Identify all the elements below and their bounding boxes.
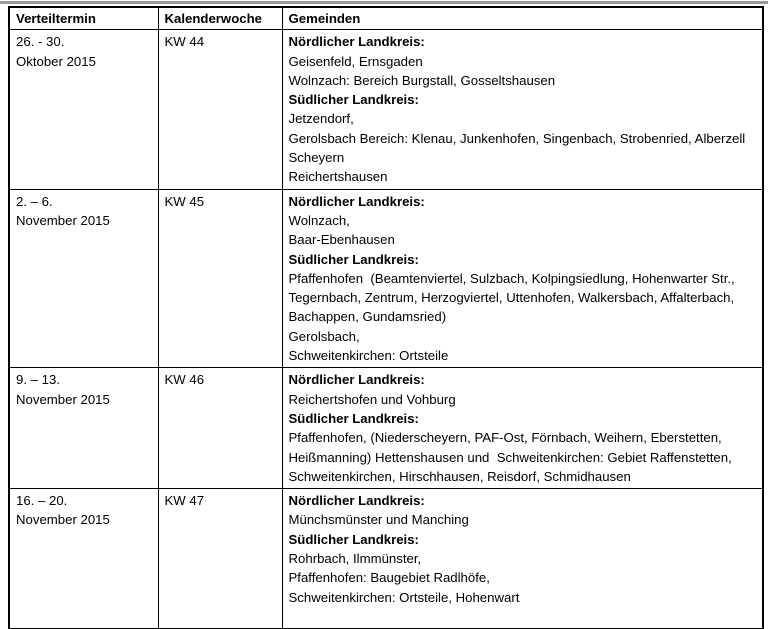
gemeinde-line: Pfaffenhofen, (Niederscheyern, PAF-Ost, Förnbach, Weihern, Eberstetten, bbox=[288, 430, 722, 446]
gemeinde-line: Nördlicher Landkreis: bbox=[288, 193, 425, 209]
col-header-kalenderwoche: Kalenderwoche bbox=[158, 7, 282, 30]
gemeinden-cell bbox=[282, 368, 763, 489]
gemeinde-line: Nördlicher Landkreis: bbox=[288, 372, 425, 388]
gemeinde-line: Wolnzach, bbox=[288, 212, 350, 228]
gemeinde-line: Schweitenkirchen: Ortsteile bbox=[288, 348, 449, 364]
gemeinde-line: Wolnzach: Bereich Burgstall, Gosseltshausen bbox=[288, 72, 556, 88]
kw-label: KW 46 bbox=[164, 372, 205, 388]
verteiltermin-cell bbox=[9, 189, 158, 368]
gemeinde-line: Südlicher Landkreis: bbox=[288, 410, 419, 426]
col-header-gemeinden: Gemeinden bbox=[282, 7, 763, 30]
gemeinde-line: Gerolsbach Bereich: Klenau, Junkenhofen, Singenbach, Strobenried, Alberzell bbox=[288, 130, 746, 146]
kw-label: KW 44 bbox=[164, 34, 205, 50]
verteiltermin-cell bbox=[9, 489, 158, 629]
gemeinde-line: Scheyern bbox=[288, 150, 345, 166]
gemeinde-line: Gerolsbach, bbox=[288, 328, 360, 344]
gemeinde-line: Heißmanning) Hettenshausen und Schweitenkirchen: Gebiet Raffenstetten, bbox=[288, 449, 732, 465]
gemeinde-line: Schweitenkirchen, Hirschhausen, Reisdorf, Schmidhausen bbox=[288, 468, 631, 484]
verteiltermin-cell bbox=[9, 368, 158, 489]
gemeinde-line: Pfaffenhofen (Beamtenviertel, Sulzbach, Kolpingsiedlung, Hohenwarter Str., bbox=[288, 270, 735, 286]
termin-line: Oktober 2015 bbox=[16, 53, 96, 69]
gemeinde-line: Bachappen, Gundamsried) bbox=[288, 309, 447, 325]
kw-label: KW 47 bbox=[164, 493, 205, 509]
kw-label: KW 45 bbox=[164, 193, 205, 209]
gemeinde-line: Schweitenkirchen: Ortsteile, Hohenwart bbox=[288, 589, 520, 605]
distribution-schedule-table bbox=[8, 6, 764, 629]
top-edge-divider bbox=[0, 1, 768, 4]
gemeinde-line: Münchsmünster und Manching bbox=[288, 512, 469, 528]
table-row-3 bbox=[9, 368, 763, 489]
gemeinde-line: Tegernbach, Zentrum, Herzogviertel, Uttenhofen, Walkersbach, Affalterbach, bbox=[288, 290, 735, 306]
gemeinde-line: Reichertshofen und Vohburg bbox=[288, 391, 456, 407]
kalenderwoche-cell bbox=[158, 489, 282, 629]
termin-line: November 2015 bbox=[16, 212, 110, 228]
termin-line: November 2015 bbox=[16, 391, 110, 407]
gemeinde-line: Reichertshausen bbox=[288, 169, 388, 185]
gemeinden-cell bbox=[282, 30, 763, 189]
gemeinde-line: Pfaffenhofen: Baugebiet Radlhöfe, bbox=[288, 570, 490, 586]
table-row-1 bbox=[9, 30, 763, 189]
termin-line: 16. – 20. bbox=[16, 493, 68, 509]
gemeinde-line: Nördlicher Landkreis: bbox=[288, 34, 425, 50]
gemeinde-line: Baar-Ebenhausen bbox=[288, 232, 395, 248]
gemeinde-line: Südlicher Landkreis: bbox=[288, 251, 419, 267]
table-row-2 bbox=[9, 189, 763, 368]
gemeinden-cell bbox=[282, 189, 763, 368]
gemeinde-line: Südlicher Landkreis: bbox=[288, 92, 419, 108]
termin-line: 26. - 30. bbox=[16, 34, 65, 50]
gemeinde-line bbox=[289, 607, 758, 626]
gemeinde-line: Rohrbach, Ilmmünster, bbox=[288, 551, 422, 567]
gemeinde-line: Nördlicher Landkreis: bbox=[288, 493, 425, 509]
verteiltermin-cell bbox=[9, 30, 158, 189]
termin-line: 2. – 6. bbox=[16, 193, 53, 209]
gemeinden-cell bbox=[282, 489, 763, 629]
gemeinde-line: Südlicher Landkreis: bbox=[288, 531, 419, 547]
kalenderwoche-cell bbox=[158, 30, 282, 189]
col-header-verteiltermin: Verteiltermin bbox=[9, 7, 158, 30]
termin-line: 9. – 13. bbox=[16, 372, 60, 388]
gemeinde-line: Geisenfeld, Ernsgaden bbox=[288, 53, 423, 69]
header-row bbox=[9, 7, 763, 30]
table-body bbox=[9, 30, 763, 629]
kalenderwoche-cell bbox=[158, 368, 282, 489]
kalenderwoche-cell bbox=[158, 189, 282, 368]
gemeinde-line: Jetzendorf, bbox=[288, 111, 354, 127]
table-row-4 bbox=[9, 489, 763, 629]
termin-line: November 2015 bbox=[16, 512, 110, 528]
